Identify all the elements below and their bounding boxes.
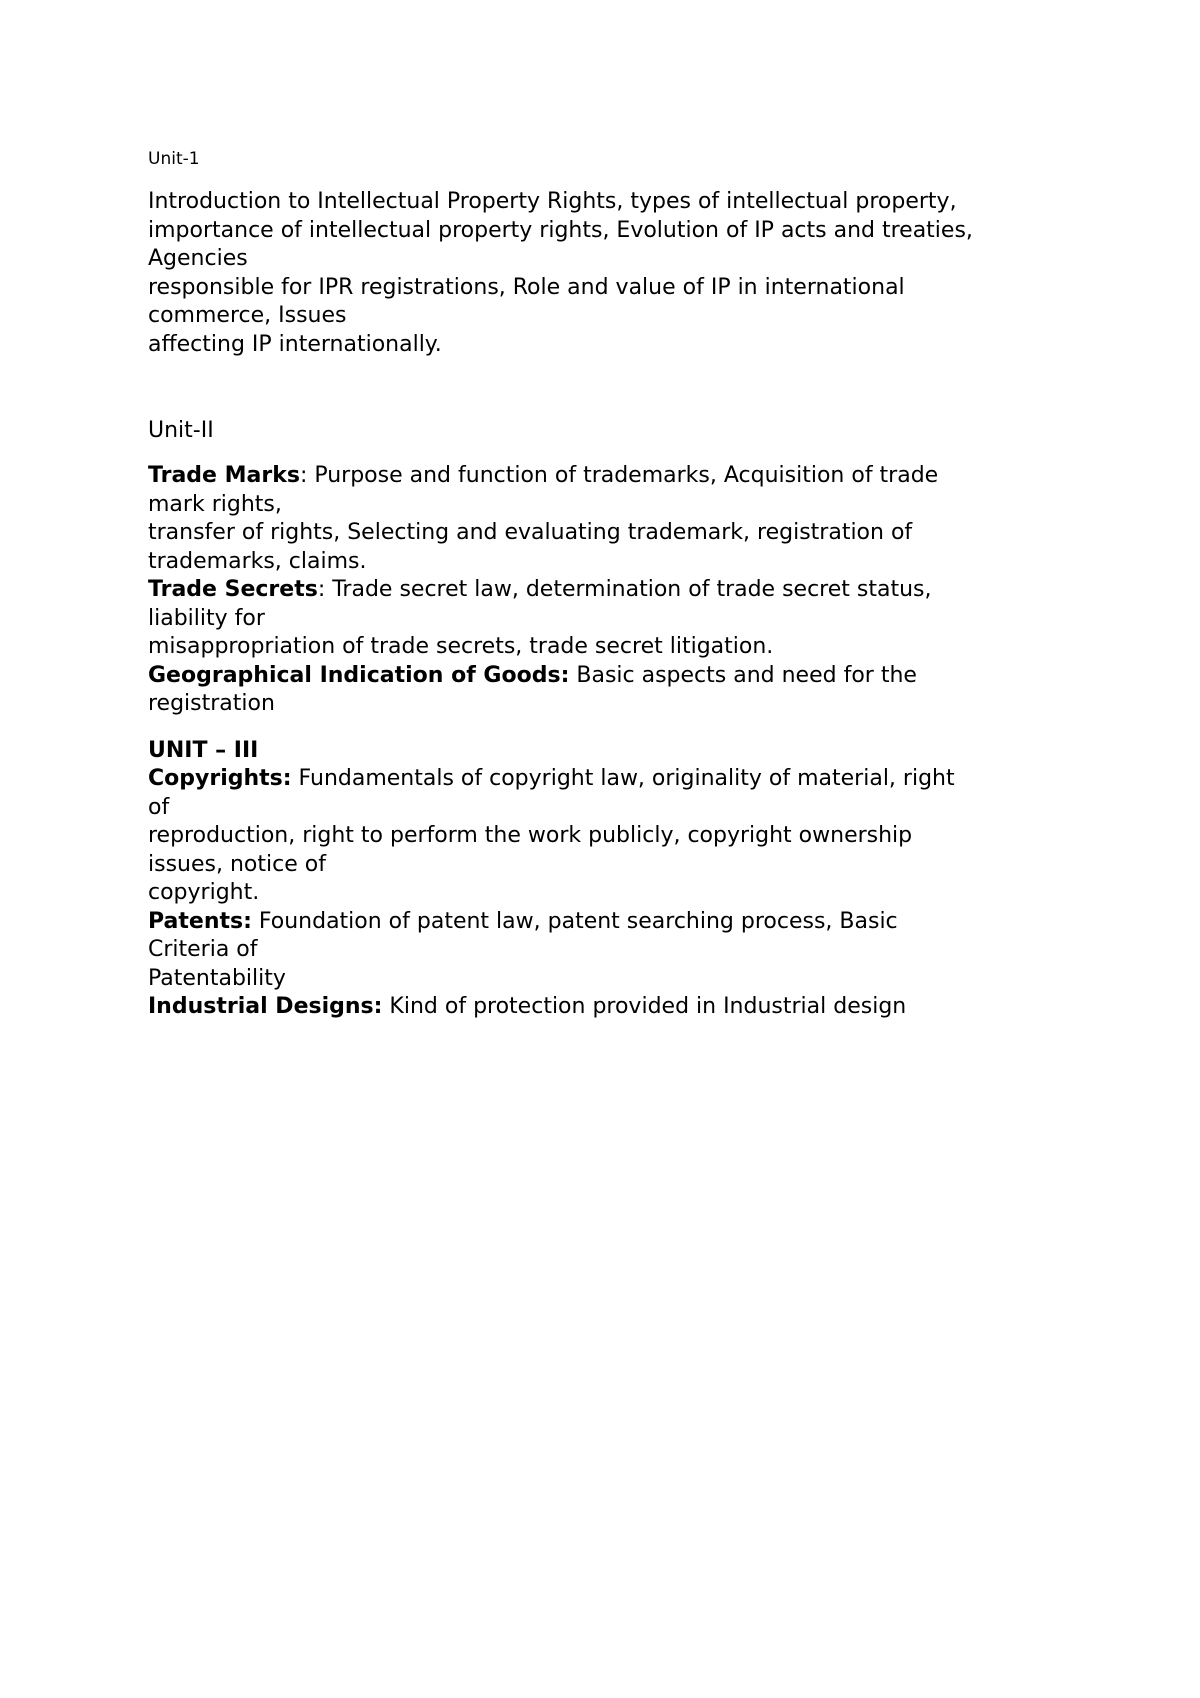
copyrights-line: copyright. — [148, 880, 260, 905]
industrial-designs-text: Kind of protection provided in Industrial design — [382, 994, 907, 1019]
patents-line: Patentability — [148, 965, 286, 991]
trade-secrets-line — [148, 576, 1078, 605]
geographical-indication-line: registration — [148, 691, 275, 716]
unit-1-line: commerce, Issues — [148, 303, 347, 328]
copyrights-line: issues, notice of — [148, 851, 326, 877]
trade-secrets-term: Trade Secrets — [148, 577, 318, 602]
trade-marks-section — [148, 462, 1078, 576]
trade-marks-text: : Purpose and function of trademarks, Acquisition of trade — [299, 463, 939, 488]
unit-1-line: affecting IP internationally. — [148, 331, 442, 357]
copyrights-text: Fundamentals of copyright law, originality of material, right — [291, 766, 955, 791]
trade-secrets-line: liability for — [148, 605, 265, 631]
patents-text: Foundation of patent law, patent searching process, Basic — [251, 908, 898, 934]
unit-1-line: Agencies — [148, 246, 248, 271]
copyrights-section — [148, 765, 1078, 908]
copyrights-line — [148, 765, 1078, 794]
patents-line: Criteria of — [148, 937, 258, 962]
trade-marks-line: transfer of rights, Selecting and evaluating trademark, registration of — [148, 520, 913, 545]
copyrights-line: reproduction, right to perform the work publicly, copyright ownership — [148, 823, 913, 848]
unit-2-heading: Unit-II — [148, 418, 214, 443]
trade-marks-line: trademarks, claims. — [148, 548, 367, 574]
unit-1-line: responsible for IPR registrations, Role and value of IP in international — [148, 274, 905, 300]
industrial-designs-section — [148, 993, 1078, 1022]
trade-secrets-text: : Trade secret law, determination of trade secret status, — [317, 577, 932, 602]
trade-secrets-section — [148, 576, 1078, 662]
patents-section — [148, 908, 1078, 994]
unit-3-heading: UNIT – III — [148, 737, 259, 763]
copyrights-term: Copyrights: — [148, 766, 292, 791]
geographical-indication-section — [148, 662, 1078, 719]
geographical-indication-text: Basic aspects and need for the — [569, 662, 917, 688]
geographical-indication-line — [148, 662, 1078, 691]
spacer — [148, 719, 1078, 737]
unit-1-body — [148, 188, 1078, 359]
trade-secrets-line: misappropriation of trade secrets, trade secret litigation. — [148, 634, 774, 659]
document-content — [148, 147, 1078, 1022]
unit-1-line: Introduction to Intellectual Property Rights, types of intellectual property, — [148, 189, 957, 214]
industrial-designs-line — [148, 993, 1078, 1022]
geographical-indication-term: Geographical Indication of Goods: — [148, 662, 570, 688]
unit-1-heading: Unit-1 — [148, 149, 200, 169]
trade-marks-line — [148, 462, 1078, 491]
patents-term: Patents: — [148, 908, 252, 934]
industrial-designs-term: Industrial Designs: — [148, 994, 383, 1019]
spacer — [148, 171, 1078, 188]
trade-marks-term: Trade Marks — [148, 463, 300, 488]
spacer — [148, 359, 1078, 417]
patents-line — [148, 908, 1078, 937]
trade-marks-line: mark rights, — [148, 491, 282, 517]
unit-1-line: importance of intellectual property rights, Evolution of IP acts and treaties, — [148, 217, 973, 243]
copyrights-line: of — [148, 794, 170, 820]
spacer — [148, 445, 1078, 462]
